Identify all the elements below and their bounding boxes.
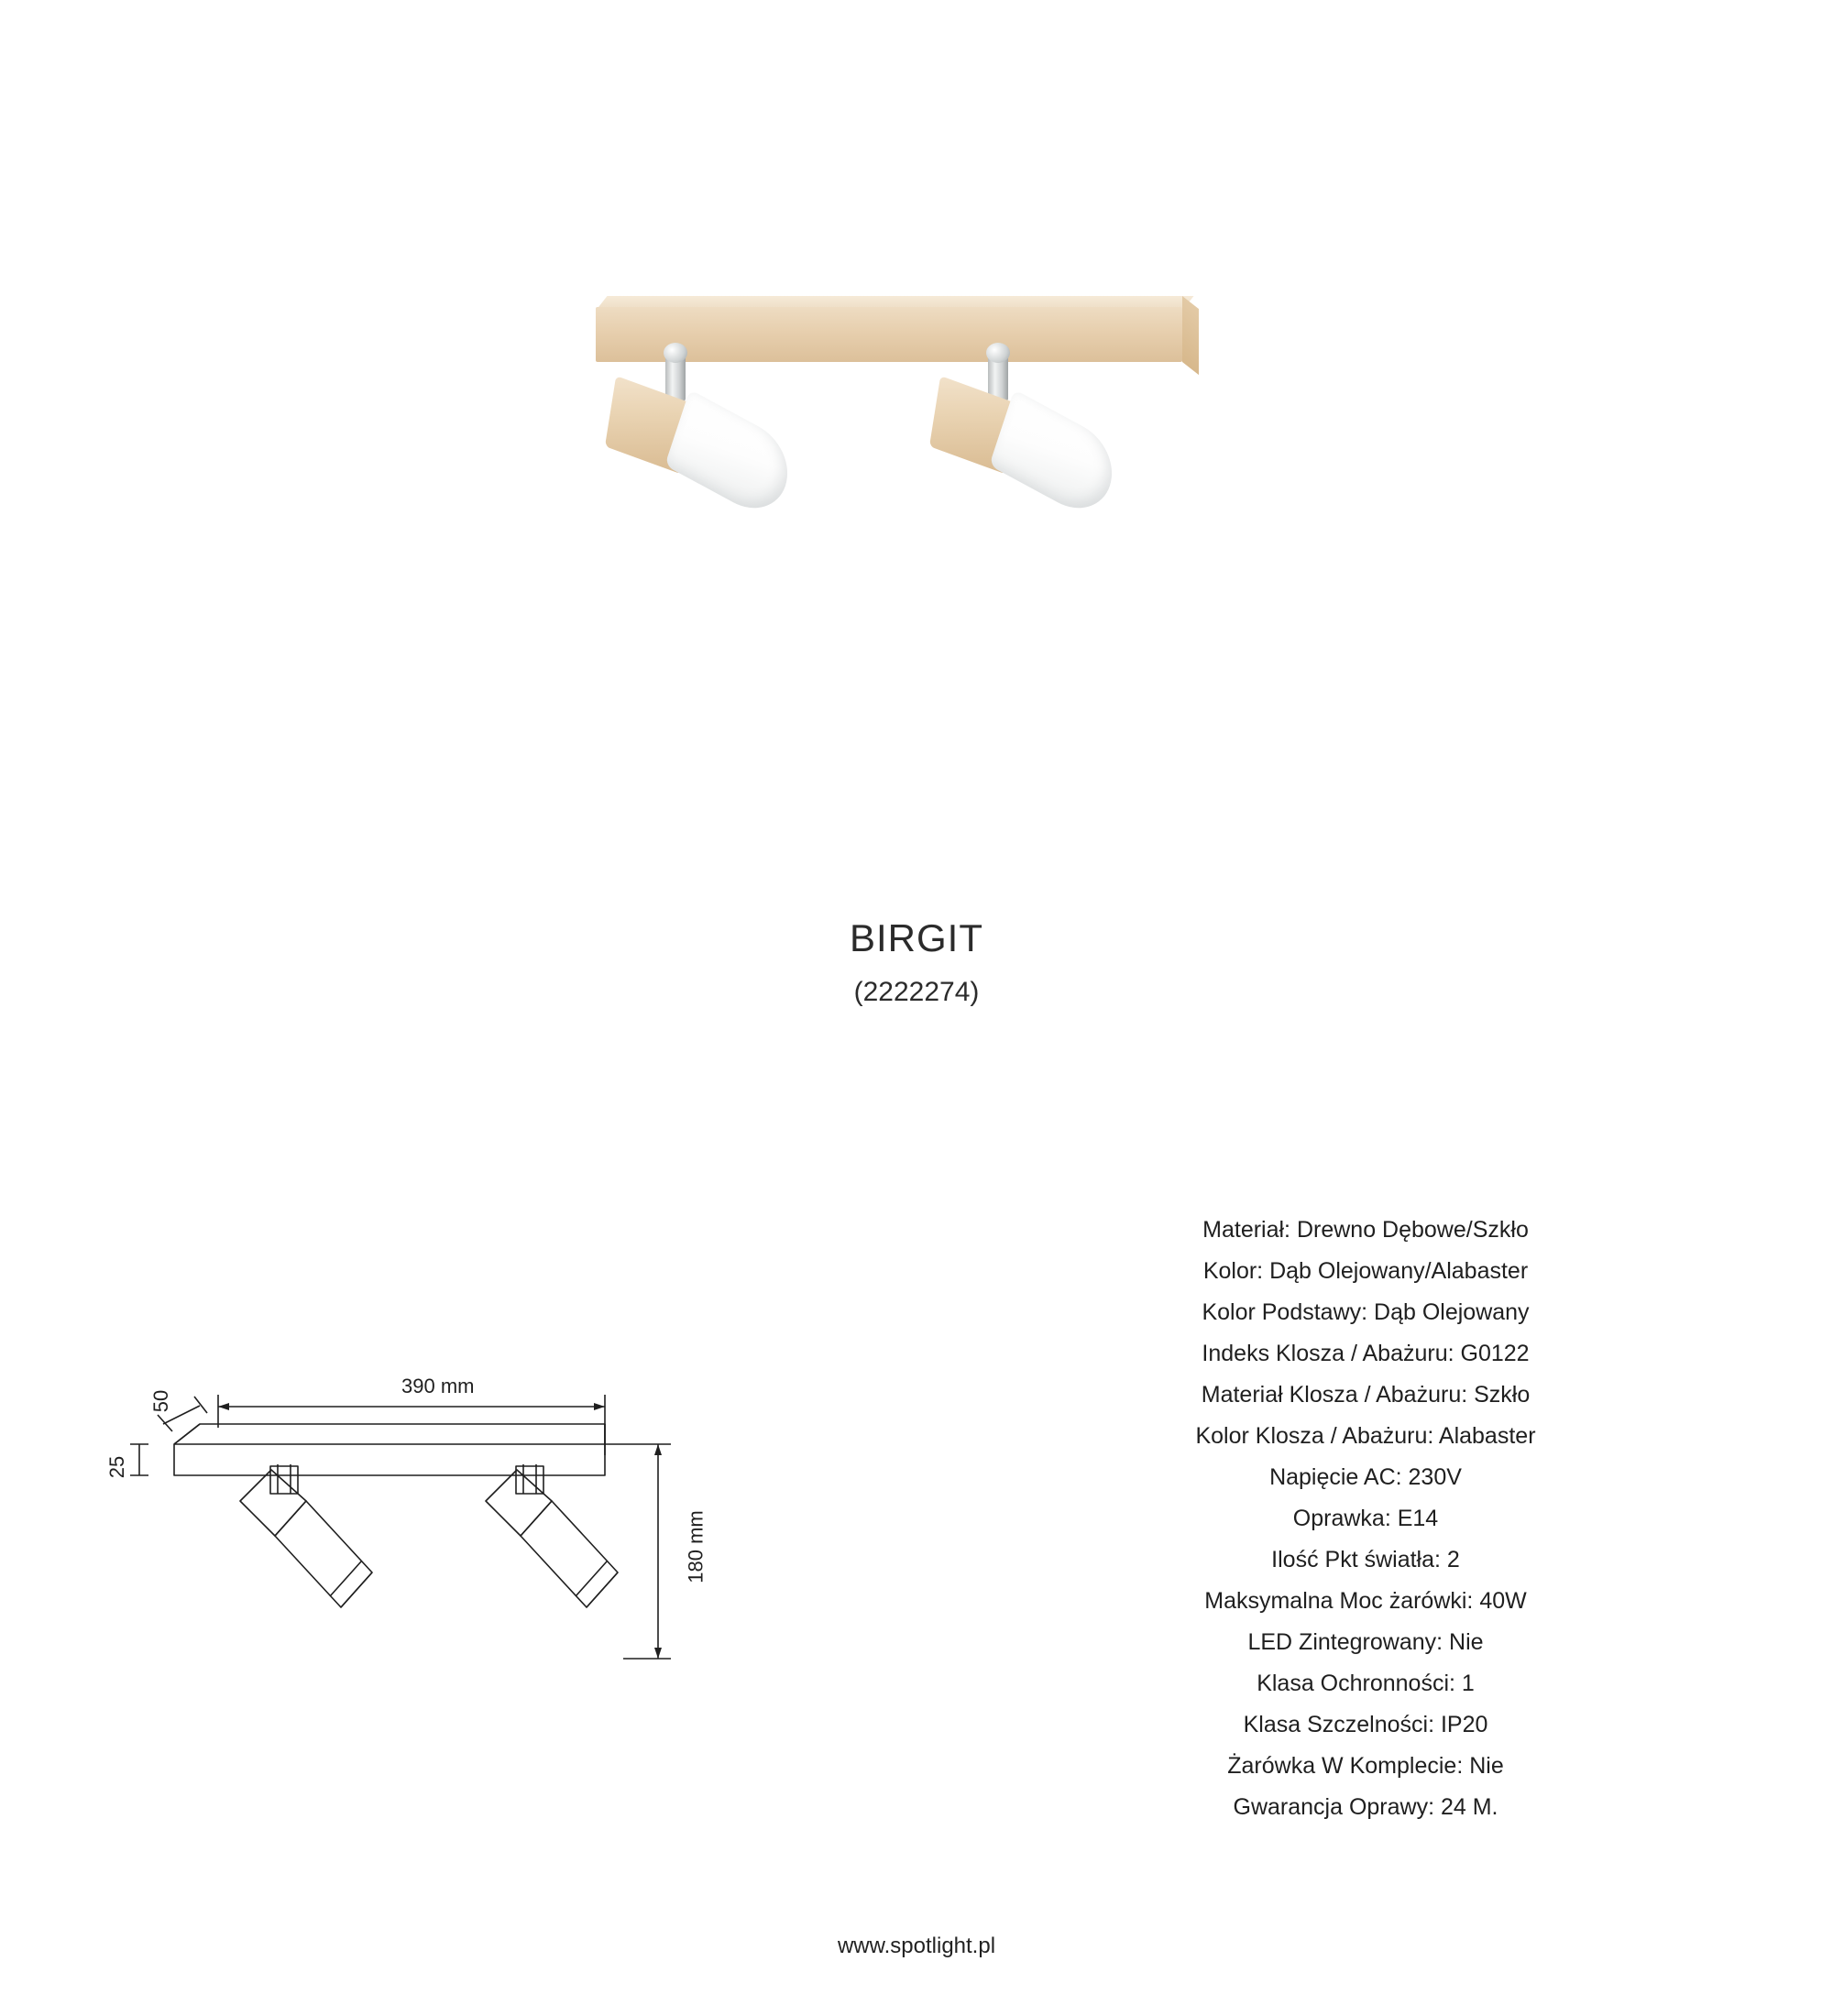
spec-row: Maksymalna Moc żarówki: 40W xyxy=(1204,1588,1527,1614)
height-dimension-label: 180 mm xyxy=(684,1510,708,1583)
title-block xyxy=(0,916,1833,1008)
specifications-list xyxy=(1054,1210,1677,1828)
product-photo xyxy=(550,284,1283,586)
spec-row: Ilość Pkt światła: 2 xyxy=(1271,1547,1460,1572)
chrome-ball-left xyxy=(664,343,687,363)
spec-row: Materiał Klosza / Abażuru: Szkło xyxy=(1201,1382,1531,1408)
depth-dimension-label: 50 xyxy=(149,1389,173,1413)
thickness-dimension-label: 25 xyxy=(105,1455,129,1479)
spot-head-right xyxy=(928,383,1058,472)
chrome-ball-right xyxy=(986,343,1010,363)
spec-row: Kolor: Dąb Olejowany/Alabaster xyxy=(1202,1258,1529,1284)
spot-glass-shade-right xyxy=(989,389,1122,524)
spec-row: Kolor Podstawy: Dąb Olejowany xyxy=(1202,1299,1530,1325)
spot-glass-shade-left xyxy=(664,389,797,524)
width-dimension-label: 390 mm xyxy=(401,1375,475,1397)
spec-row: Indeks Klosza / Abażuru: G0122 xyxy=(1202,1341,1530,1366)
product-title: BIRGIT xyxy=(849,916,983,959)
spec-row: Klasa Ochronności: 1 xyxy=(1257,1671,1475,1696)
spec-row: LED Zintegrowany: Nie xyxy=(1247,1629,1484,1655)
product-code: (2222274) xyxy=(853,977,980,1007)
wood-bar-end-face xyxy=(1182,296,1199,375)
spec-row: Oprawka: E14 xyxy=(1292,1506,1439,1531)
technical-drawing xyxy=(105,1356,807,1741)
spot-head-left xyxy=(604,383,733,472)
spec-row: Kolor Klosza / Abażuru: Alabaster xyxy=(1195,1423,1536,1449)
spec-row: Klasa Szczelności: IP20 xyxy=(1243,1712,1488,1737)
spec-row: Napięcie AC: 230V xyxy=(1269,1464,1462,1490)
spec-row: Gwarancja Oprawy: 24 M. xyxy=(1233,1794,1498,1820)
spec-row: Materiał: Drewno Dębowe/Szkło xyxy=(1202,1217,1529,1243)
spec-row: Żarówka W Komplecie: Nie xyxy=(1227,1753,1504,1779)
footer-website[interactable]: www.spotlight.pl xyxy=(837,1934,996,1958)
